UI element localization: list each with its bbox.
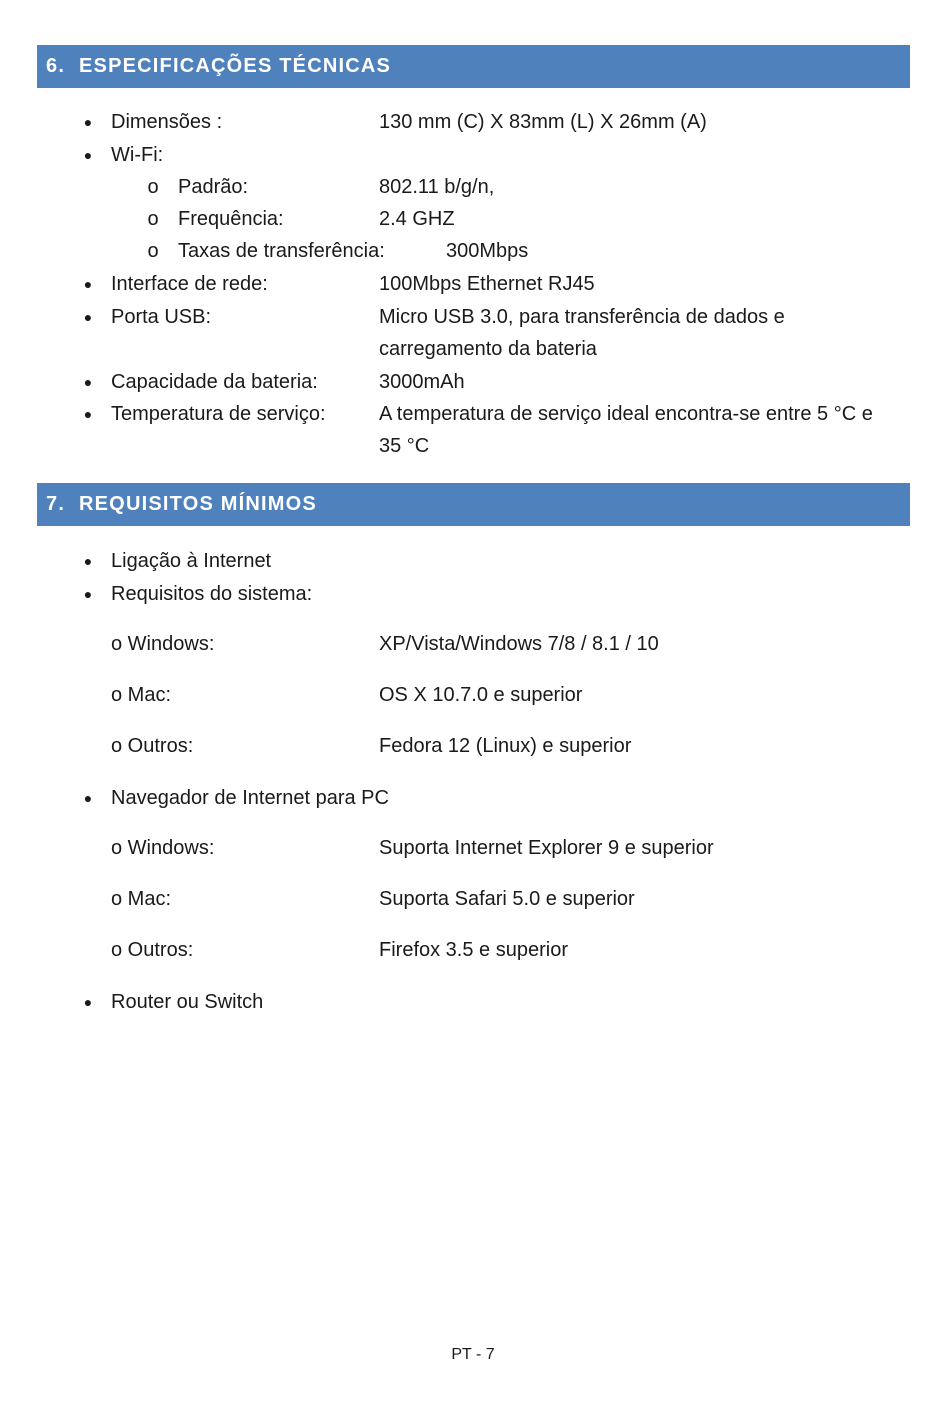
spec-taxas bbox=[0, 235, 946, 267]
section-title: REQUISITOS MÍNIMOS bbox=[79, 493, 317, 515]
spec-value: 3000mAh bbox=[379, 371, 465, 393]
req-label: Requisitos do sistema: bbox=[111, 583, 313, 605]
section-6-heading bbox=[37, 45, 910, 88]
spec-label: Frequência: bbox=[178, 208, 284, 230]
bullet-icon: ● bbox=[83, 553, 93, 569]
spec-bateria bbox=[0, 366, 946, 398]
spec-interface bbox=[0, 268, 946, 300]
req-sys-windows bbox=[0, 628, 946, 660]
bullet-icon: ● bbox=[83, 374, 93, 390]
sub-bullet-icon: o bbox=[147, 240, 159, 262]
spec-label: Interface de rede: bbox=[111, 273, 268, 295]
spec-value: 100Mbps Ethernet RJ45 bbox=[379, 273, 595, 295]
req-label: Navegador de Internet para PC bbox=[111, 787, 389, 809]
req-nav-mac bbox=[0, 883, 946, 915]
spec-value-continued: carregamento da bateria bbox=[379, 338, 597, 360]
req-value: Suporta Internet Explorer 9 e superior bbox=[379, 837, 714, 859]
spec-label: Taxas de transferência: bbox=[178, 240, 385, 262]
spec-value: A temperatura de serviço ideal encontra-se entre 5 °C e bbox=[379, 403, 873, 425]
spec-label: Porta USB: bbox=[111, 306, 212, 328]
bullet-icon: ● bbox=[83, 406, 93, 422]
req-navegador bbox=[0, 782, 946, 814]
bullet-icon: ● bbox=[83, 586, 93, 602]
req-sys-mac bbox=[0, 679, 946, 711]
req-value: Fedora 12 (Linux) e superior bbox=[379, 735, 632, 757]
page-number: PT - 7 bbox=[451, 1346, 495, 1363]
spec-temperatura-continued bbox=[0, 430, 946, 462]
req-sistema bbox=[0, 578, 946, 610]
spec-label: Padrão: bbox=[178, 176, 249, 198]
sub-bullet-icon: o bbox=[147, 176, 159, 198]
req-internet bbox=[0, 545, 946, 577]
spec-dimensoes bbox=[0, 106, 946, 138]
spec-value-continued: 35 °C bbox=[379, 435, 430, 457]
spec-value: 300Mbps bbox=[446, 240, 529, 262]
section-number: 6. bbox=[46, 55, 66, 77]
req-label: o Outros: bbox=[111, 735, 194, 757]
section-number: 7. bbox=[46, 493, 66, 515]
section-7-heading bbox=[37, 483, 910, 526]
spec-value: 802.11 b/g/n, bbox=[379, 176, 495, 198]
req-label: o Outros: bbox=[111, 939, 194, 961]
req-label: o Windows: bbox=[111, 837, 215, 859]
bullet-icon: ● bbox=[83, 790, 93, 806]
spec-label: Wi-Fi: bbox=[111, 144, 164, 166]
section-title: ESPECIFICAÇÕES TÉCNICAS bbox=[79, 55, 392, 77]
req-router bbox=[0, 986, 946, 1018]
req-sys-outros bbox=[0, 730, 946, 762]
bullet-icon: ● bbox=[83, 994, 93, 1010]
spec-label: Dimensões : bbox=[111, 111, 223, 133]
spec-padrao bbox=[0, 171, 946, 203]
spec-value: 130 mm (C) X 83mm (L) X 26mm (A) bbox=[379, 111, 707, 133]
req-nav-outros bbox=[0, 934, 946, 966]
req-value: XP/Vista/Windows 7/8 / 8.1 / 10 bbox=[379, 633, 659, 655]
bullet-icon: ● bbox=[83, 309, 93, 325]
req-label: o Mac: bbox=[111, 684, 172, 706]
req-label: o Mac: bbox=[111, 888, 172, 910]
spec-usb-continued bbox=[0, 333, 946, 365]
req-label: Router ou Switch bbox=[111, 991, 264, 1013]
req-value: OS X 10.7.0 e superior bbox=[379, 684, 583, 706]
spec-label: Temperatura de serviço: bbox=[111, 403, 326, 425]
spec-frequencia bbox=[0, 203, 946, 235]
bullet-icon: ● bbox=[83, 276, 93, 292]
spec-usb bbox=[0, 301, 946, 333]
req-label: Ligação à Internet bbox=[111, 550, 272, 572]
spec-label: Capacidade da bateria: bbox=[111, 371, 318, 393]
bullet-icon: ● bbox=[83, 114, 93, 130]
req-nav-windows bbox=[0, 832, 946, 864]
req-label: o Windows: bbox=[111, 633, 215, 655]
sub-bullet-icon: o bbox=[147, 208, 159, 230]
bullet-icon: ● bbox=[83, 147, 93, 163]
spec-value: Micro USB 3.0, para transferência de dados e bbox=[379, 306, 785, 328]
spec-value: 2.4 GHZ bbox=[379, 208, 455, 230]
req-value: Suporta Safari 5.0 e superior bbox=[379, 888, 635, 910]
spec-temperatura bbox=[0, 398, 946, 430]
req-value: Firefox 3.5 e superior bbox=[379, 939, 568, 961]
spec-wifi bbox=[0, 139, 946, 171]
